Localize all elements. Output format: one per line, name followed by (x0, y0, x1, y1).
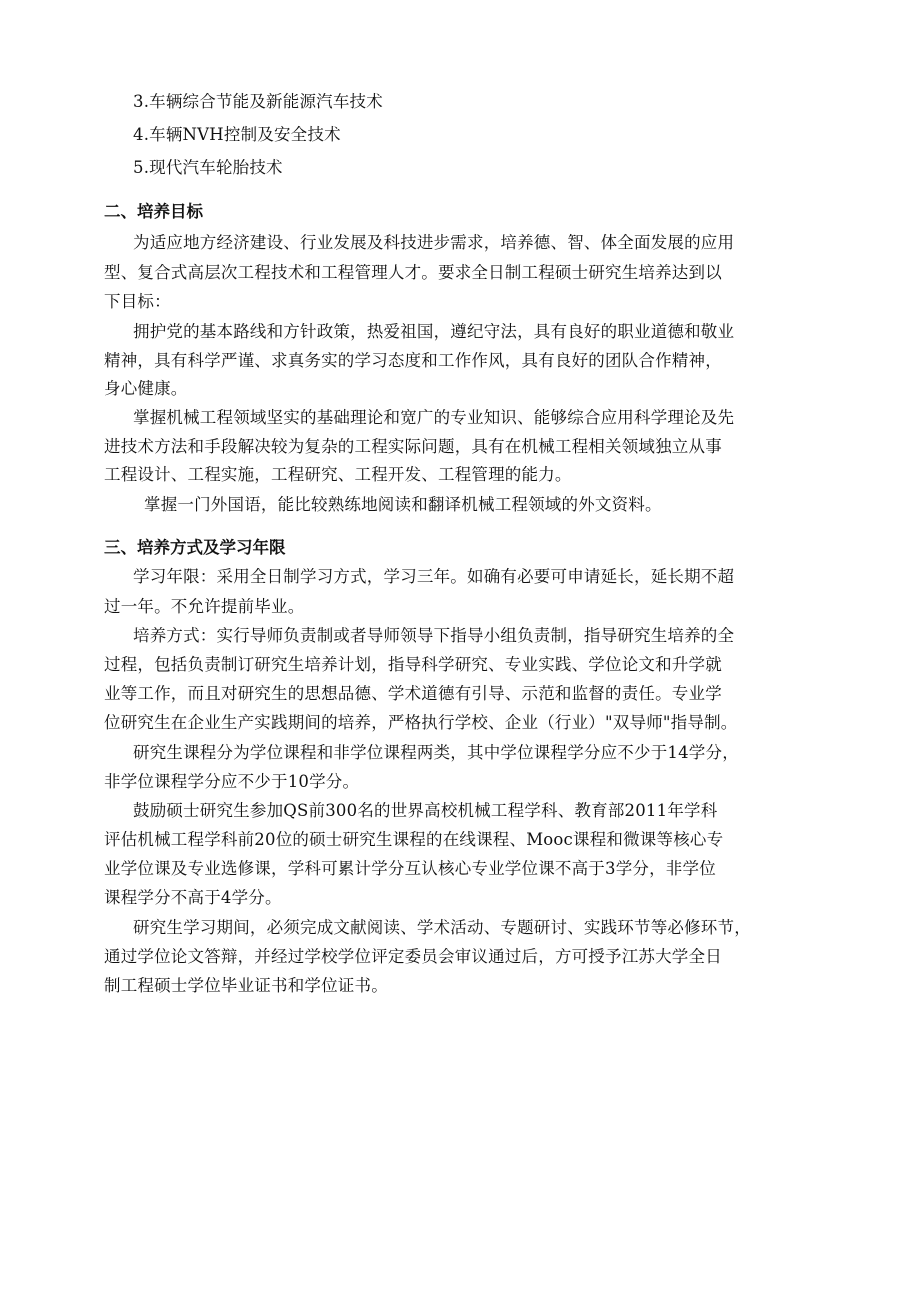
paragraph-line: 精神，具有科学严谨、求真务实的学习态度和工作作风，具有良好的团队合作精神， (104, 351, 722, 370)
paragraph-line: 培养方式：实行导师负责制或者导师领导下指导小组负责制，指导研究生培养的全 (133, 626, 735, 645)
paragraph-line: 评估机械工程学科前20位的硕士研究生课程的在线课程、Mooc课程和微课等核心专 (104, 830, 724, 849)
paragraph-line: 位研究生在企业生产实践期间的培养，严格执行学校、企业（行业）"双导师"指导制。 (104, 713, 738, 732)
paragraph-line: 掌握机械工程领域坚实的基础理论和宽广的专业知识、能够综合应用科学理论及先 (133, 408, 735, 427)
paragraph-line: 掌握一门外国语，能比较熟练地阅读和翻译机械工程领域的外文资料。 (144, 495, 662, 514)
section-heading-training-goals: 二、培养目标 (104, 202, 203, 221)
paragraph-line: 拥护党的基本路线和方针政策，热爱祖国，遵纪守法，具有良好的职业道德和敬业 (133, 322, 735, 341)
section-heading-training-mode: 三、培养方式及学习年限 (104, 538, 286, 557)
list-item: 4.车辆NVH控制及安全技术 (133, 125, 341, 144)
paragraph-line: 非学位课程学分应不少于10学分。 (104, 772, 360, 791)
paragraph-line: 身心健康。 (104, 379, 188, 398)
paragraph-line: 过一年。不允许提前毕业。 (104, 597, 305, 616)
paragraph-line: 进技术方法和手段解决较为复杂的工程实际问题，具有在机械工程相关领域独立从事 (104, 437, 722, 456)
paragraph-line: 制工程硕士学位毕业证书和学位证书。 (104, 976, 388, 995)
paragraph-line: 研究生学习期间，必须完成文献阅读、学术活动、专题研讨、实践环节等必修环节， (133, 918, 751, 937)
paragraph-line: 工程设计、工程实施，工程研究、工程开发、工程管理的能力。 (104, 465, 572, 484)
paragraph-line: 通过学位论文答辩，并经过学校学位评定委员会审议通过后，方可授予江苏大学全日 (104, 947, 722, 966)
paragraph-line: 型、复合式高层次工程技术和工程管理人才。要求全日制工程硕士研究生培养达到以 (104, 263, 722, 282)
paragraph-line: 课程学分不高于4学分。 (104, 888, 282, 907)
list-item: 3.车辆综合节能及新能源汽车技术 (133, 92, 383, 111)
paragraph-line: 为适应地方经济建设、行业发展及科技进步需求，培养德、智、体全面发展的应用 (133, 233, 735, 252)
paragraph-line: 鼓励硕士研究生参加QS前300名的世界高校机械工程学科、教育部2011年学科 (133, 801, 718, 820)
paragraph-line: 业等工作，而且对研究生的思想品德、学术道德有引导、示范和监督的责任。专业学 (104, 684, 722, 703)
paragraph-line: 研究生课程分为学位课程和非学位课程两类，其中学位课程学分应不少于14学分， (133, 743, 739, 762)
paragraph-line: 下目标： (104, 292, 171, 311)
list-item: 5.现代汽车轮胎技术 (133, 158, 283, 177)
paragraph-line: 学习年限：采用全日制学习方式，学习三年。如确有必要可申请延长，延长期不超 (133, 567, 735, 586)
paragraph-line: 业学位课及专业选修课，学科可累计学分互认核心专业学位课不高于3学分，非学位 (104, 859, 716, 878)
paragraph-line: 过程，包括负责制订研究生培养计划，指导科学研究、专业实践、学位论文和升学就 (104, 655, 722, 674)
